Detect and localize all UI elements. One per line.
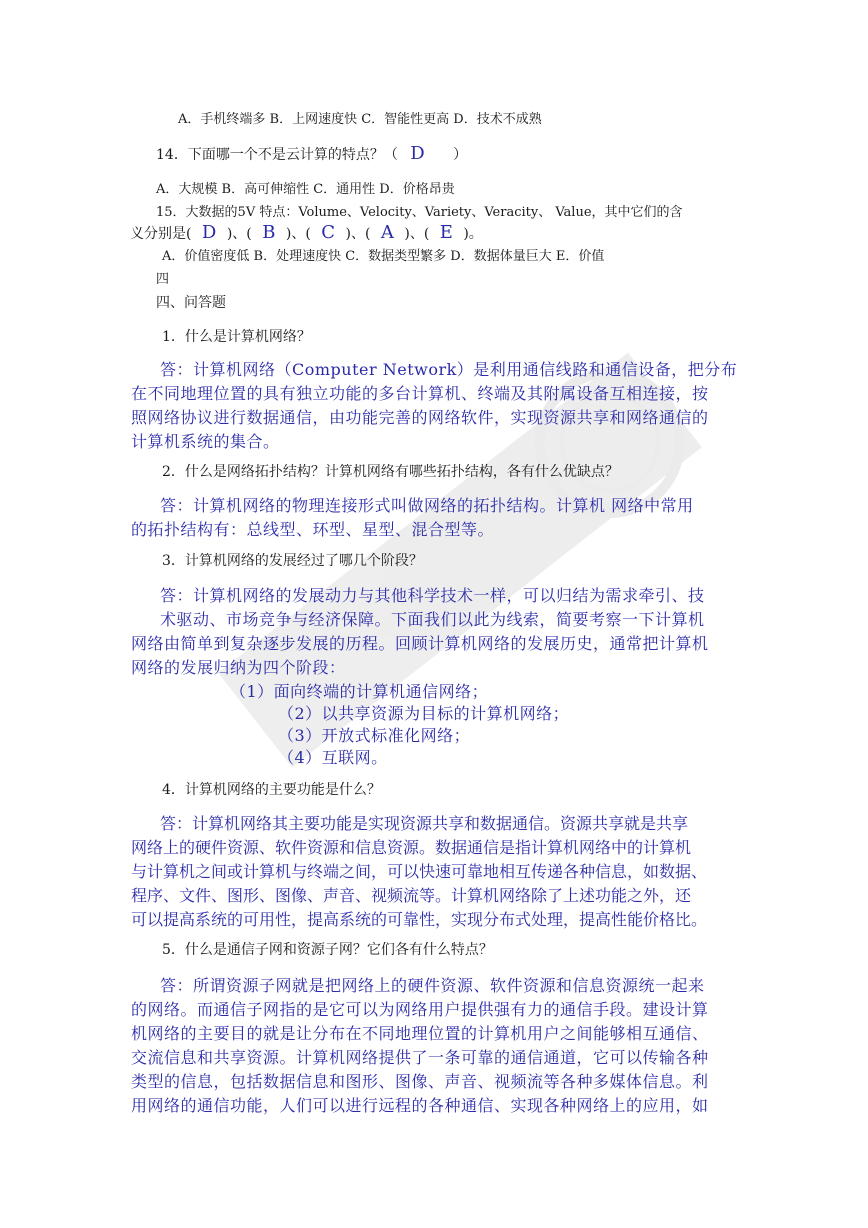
qa-answer-5-line4: 交流信息和共享资源。计算机网络提供了一条可靠的通信通道，它可以传输各种	[131, 1048, 709, 1067]
qa-stage-2: （2）以共享资源为目标的计算机网络；	[278, 704, 570, 723]
qa-answer-3-line3: 网络由简单到复杂逐步发展的历程。回顾计算机网络的发展历史，通常把计算机	[131, 634, 709, 653]
qa-question-4: 4．计算机网络的主要功能是什么？	[162, 782, 381, 798]
qa-answer-1-line4: 计算机系统的集合。	[131, 432, 280, 451]
qa-answer-3-line2: 术驱动、市场竞争与经济保障。下面我们以此为线索，简要考察一下计算机	[160, 610, 705, 629]
qa-answer-2-line1: 答：计算机网络的物理连接形式叫做网络的拓扑结构。计算机 网络中常用	[160, 496, 694, 515]
q15-stem-line2: 义分别是( D )、( B )、( C )、( A )、( E )。	[130, 222, 483, 243]
q15-answer-3: C	[321, 222, 336, 243]
qa-question-3: 3．计算机网络的发展经过了哪几个阶段？	[162, 553, 423, 569]
qa-question-1: 1．什么是计算机网络？	[162, 329, 311, 345]
qa-answer-3-line4: 网络的发展归纳为四个阶段：	[131, 658, 346, 677]
q14-options: A．大规模 B．高可伸缩性 C．通用性 D．价格昂贵	[156, 182, 455, 197]
qa-stage-1: （1）面向终端的计算机通信网络；	[230, 682, 489, 701]
qa-answer-4-line3: 与计算机之间或计算机与终端之间，可以快速可靠地相互传递各种信息，如数据、	[131, 862, 708, 881]
qa-stage-3: （3）开放式标准化网络；	[278, 726, 471, 745]
q15-answer-5: E	[439, 222, 453, 243]
q14-close: ）	[453, 147, 468, 163]
q15-options: A．价值密度低 B．处理速度快 C．数据类型繁多 D．数据体量巨大 E．价值	[162, 249, 605, 264]
qa-answer-4-line1: 答：计算机网络其主要功能是实现资源共享和数据通信。资源共享就是共享	[160, 814, 689, 833]
q15-answer-1: D	[201, 222, 217, 243]
qa-question-2: 2．什么是网络拓扑结构？计算机网络有哪些拓扑结构，各有什么优缺点？	[162, 464, 619, 480]
q15-stem-line1: 15．大数据的5V 特点：Volume、Velocity、Variety、Veracity、 Value，其中它们的含	[156, 205, 683, 220]
qa-answer-1-line3: 照网络协议进行数据通信，由功能完善的网络软件，实现资源共享和网络通信的	[131, 408, 709, 427]
q15-answer-4: A	[380, 222, 394, 243]
qa-answer-4-line4: 程序、文件、图形、图像、声音、视频流等。计算机网络除了上述功能之外，还	[131, 886, 692, 905]
qa-answer-1-line2: 在不同地理位置的具有独立功能的多台计算机、终端及其附属设备互相连接，按	[131, 384, 709, 403]
qa-answer-4-line5: 可以提高系统的可用性，提高系统的可靠性，实现分布式处理，提高性能价格比。	[131, 910, 708, 929]
q14-stem: 14．下面哪一个不是云计算的特点？（	[156, 147, 398, 163]
stray-char: 四	[156, 272, 170, 287]
qa-answer-5-line3: 机网络的主要目的就是让分布在不同地理位置的计算机用户之间能够相互通信、	[131, 1024, 709, 1043]
q13-options: A．手机终端多 B．上网速度快 C．智能性更高 D．技术不成熟	[178, 112, 542, 127]
qa-answer-4-line2: 网络上的硬件资源、软件资源和信息资源。数据通信是指计算机网络中的计算机	[131, 838, 692, 857]
qa-answer-5-line6: 用网络的通信功能，人们可以进行远程的各种通信、实现各种网络上的应用，如	[131, 1096, 709, 1115]
q14-answer: D	[410, 143, 425, 164]
qa-answer-2-line2: 的拓扑结构有：总线型、环型、星型、混合型等。	[131, 520, 495, 539]
qa-answer-3-line1: 答：计算机网络的发展动力与其他科学技术一样，可以归结为需求牵引、技	[160, 586, 705, 605]
qa-answer-5-line5: 类型的信息，包括数据信息和图形、图像、声音、视频流等各种多媒体信息。利	[131, 1072, 709, 1091]
qa-stage-4: （4）互联网。	[278, 748, 388, 767]
section-title: 四、问答题	[156, 295, 226, 311]
qa-question-5: 5．什么是通信子网和资源子网？它们各有什么特点？	[162, 942, 493, 958]
q15-answer-2: B	[262, 222, 276, 243]
qa-answer-5-line1: 答：所谓资源子网就是把网络上的硬件资源、软件资源和信息资源统一起来	[160, 976, 705, 995]
qa-answer-1-line1: 答：计算机网络（Computer Network）是利用通信线路和通信设备，把分布	[160, 360, 738, 379]
qa-answer-5-line2: 的网络。而通信子网指的是它可以为网络用户提供强有力的通信手段。建设计算	[131, 1000, 709, 1019]
q14-stem-line	[156, 143, 467, 164]
